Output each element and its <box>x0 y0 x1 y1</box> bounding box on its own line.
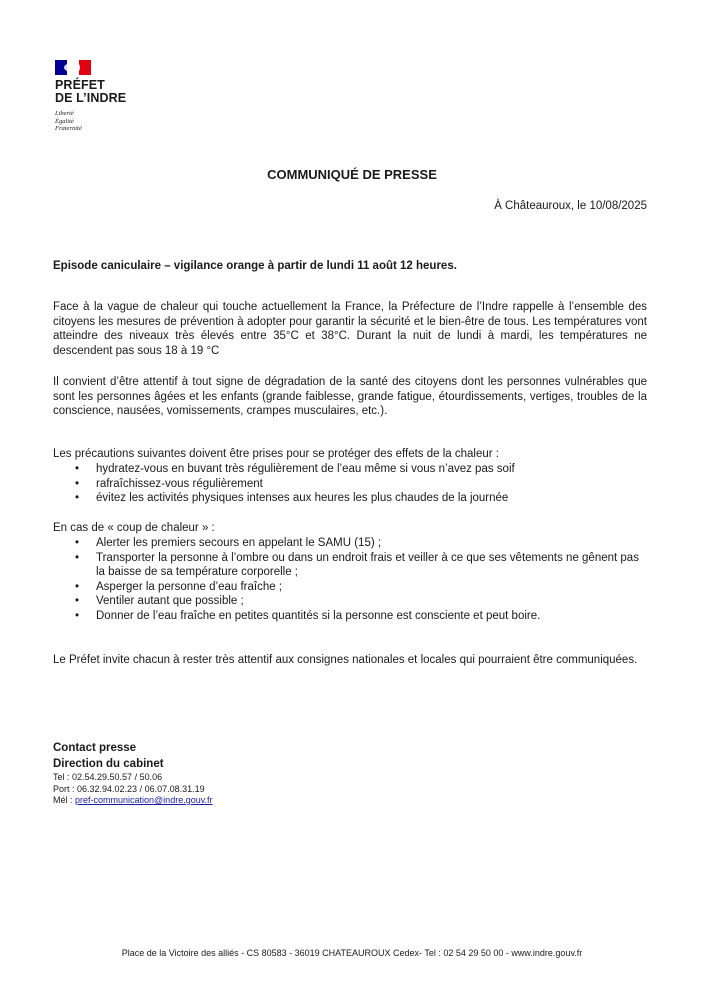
list-item: • Alerter les premiers secours en appelant le SAMU (15) ; <box>53 536 647 551</box>
republic-motto <box>55 110 175 133</box>
list-item: • Transporter la personne à l’ombre ou dans un endroit frais et veiller à ce que ses vêtements ne gênent pas la baisse de sa température corporelle ; <box>53 551 647 580</box>
contact-port: Port : 06.32.94.02.23 / 06.07.08.31.19 <box>53 783 205 794</box>
org-name-line1: PRÉFET <box>55 78 105 92</box>
paragraph-intro: Face à la vague de chaleur qui touche actuellement la France, la Préfecture de l’Indre rappelle à l’ensemble des citoyens les mesures de prévention à adopter pour garantir la sécurité et le bien-être de tous. Les températures vont atteindre des niveaux très élevés entre 35°C et 38°C. Durant la nuit de lundi à mardi, les températures ne descendent pas sous 18 à 19 °C <box>53 301 647 357</box>
contact-department: Direction du cabinet <box>53 758 164 770</box>
contact-tel: Tel : 02.54.29.50.57 / 50.06 <box>53 772 163 782</box>
paragraph-heatstroke-intro: En cas de « coup de chaleur » : <box>53 522 215 534</box>
motto-liberte: Liberté <box>55 110 74 117</box>
paragraph-vulnerable: Il convient d’être attentif à tout signe de dégradation de la santé des citoyens dont les personnes vulnérables que sont les personnes âgées et les enfants (grande faiblesse, grande fatigue, étourdissements, vertiges, troubles de la conscience, nausées, vomissements, crampes musculaires, etc.). <box>53 376 647 418</box>
contact-mail <box>53 795 213 807</box>
paragraph-precautions-intro: Les précautions suivantes doivent être prises pour se protéger des effets de la chaleur : <box>53 448 499 460</box>
footer-address: Place de la Victoire des alliés - CS 80583 - 36019 CHATEAUROUX Cedex- Tel : 02 54 29 50 00 - www.indre.gouv.fr <box>121 948 583 958</box>
document-title: COMMUNIQUÉ DE PRESSE <box>267 167 437 182</box>
list-item: • hydratez-vous en buvant très régulièrement de l’eau même si vous n’avez pas soif <box>53 462 647 477</box>
motto-egalite: Égalité <box>55 117 74 125</box>
paragraph-closing: Le Préfet invite chacun à rester très attentif aux consignes nationales et locales qui pourraient être communiquées. <box>53 654 638 666</box>
org-name-line2: DE L’INDRE <box>55 91 127 105</box>
motto-fraternite: Fraternité <box>55 125 82 132</box>
list-item: • Asperger la personne d’eau fraîche ; <box>53 580 647 595</box>
list-item: • évitez les activités physiques intenses aux heures les plus chaudes de la journée <box>53 491 647 506</box>
prefecture-logo <box>55 60 175 133</box>
list-item: • rafraîchissez-vous régulièrement <box>53 477 647 492</box>
contact-heading: Contact presse <box>53 742 137 754</box>
precautions-list <box>53 462 647 506</box>
heatstroke-steps-list <box>53 536 647 624</box>
marianne-flag-icon <box>55 60 91 75</box>
press-contact-block <box>53 740 213 807</box>
contact-email-link[interactable]: pref-communication@indre.gouv.fr <box>75 795 213 805</box>
contact-mail-label: Mél : <box>53 795 76 805</box>
list-item: • Donner de l’eau fraîche en petites quantités si la personne est consciente et peut boire. <box>53 609 647 624</box>
org-name <box>55 79 175 105</box>
list-item: • Ventiler autant que possible ; <box>53 594 647 609</box>
subject-line: Episode caniculaire – vigilance orange à partir de lundi 11 août 12 heures. <box>53 260 457 272</box>
place-date-line: À Châteauroux, le 10/08/2025 <box>494 200 647 212</box>
